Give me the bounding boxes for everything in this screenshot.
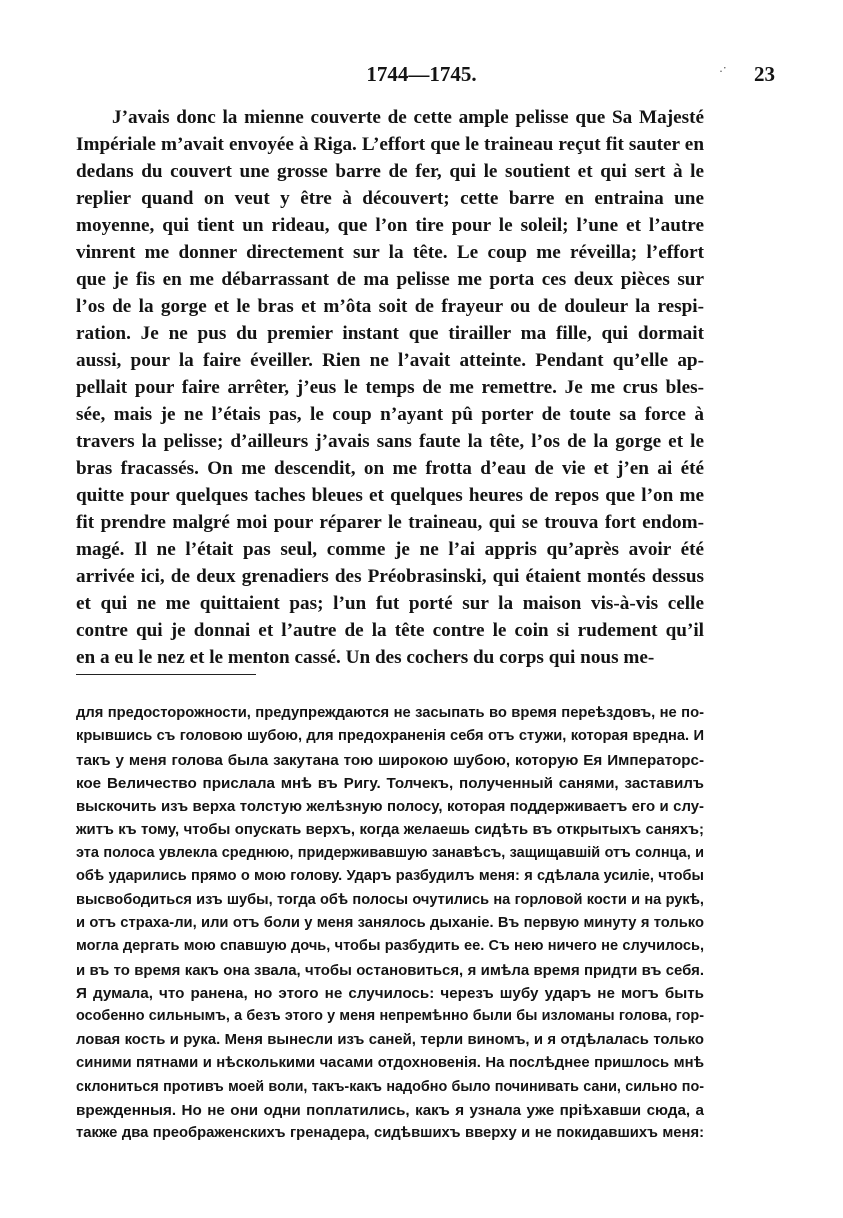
text-line: sée, mais je ne l’étais pas, le coup n’ayant pû porter de toute sa force à: [76, 404, 704, 425]
footnote-line: для предосторожности, предупреждаются не засыпать во время переѣздовъ, не по-: [76, 705, 704, 721]
footnote-line: житъ къ тому, чтобы опускать верхъ, когда желаешь сидѣть въ открытыхъ саняхъ;: [76, 821, 704, 838]
text-line: ration. Je ne pus du premier instant que tirailler ma fille, qui dormait: [76, 323, 704, 344]
running-head-title: 1744—1745.: [366, 62, 477, 86]
text-line: travers la pelisse; d’ailleurs j’avais sans faute la tête, l’os de la gorge et le: [76, 431, 704, 452]
running-head: [60, 62, 783, 94]
footnote-line: крывшись съ головою шубою, для предохраненія себя отъ стужи, которая вредна. И: [76, 728, 704, 745]
text-line: et qui ne me quittaient pas; l’un fut porté sur la maison vis-à-vis celle: [76, 593, 704, 614]
footnote-line: врежденныя. Но не они одни поплатились, какъ я узнала уже пріѣхавши сюда, а: [76, 1101, 704, 1119]
footnote-line: выскочить изъ верха толстую желѣзную полосу, которая поддерживаетъ его и слу-: [76, 798, 704, 816]
footnote-line: и въ то время какъ она звала, чтобы остановиться, я имѣла время придти въ себя.: [76, 961, 704, 979]
text-line: moyenne, qui tient un rideau, que l’on tire pour le soleil; l’une et l’autre: [76, 215, 704, 236]
page-number: 23: [754, 62, 775, 86]
text-line: en a eu le nez et le menton cassé. Un des cochers du corps qui nous me-: [76, 647, 655, 668]
text-line: magé. Il ne l’était pas seul, comme je ne l’ai appris qu’après avoir été: [76, 539, 704, 560]
text-line: J’avais donc la mienne couverte de cette ample pelisse que Sa Majesté: [112, 107, 704, 128]
text-line: aussi, pour la faire éveiller. Rien ne l’avait atteinte. Pendant qu’elle ap-: [76, 350, 704, 371]
footnote-line: Я думала, что ранена, но этого не случилось: черезъ шубу ударъ не могъ быть: [76, 985, 704, 1003]
footnote-line: склониться противъ моей воли, такъ-какъ надобно было починивать сани, сильно по-: [76, 1078, 704, 1095]
footnote-translation: [76, 702, 704, 1146]
text-line: fit prendre malgré moi pour réparer le traineau, qui se trouva fort endom-: [76, 512, 704, 533]
text-line: bras fracassés. On me descendit, on me frotta d’eau de vie et j’en ai été: [76, 458, 704, 479]
footnote-line: эта полоса увлекла среднюю, придерживавшую занавѣсъ, защищавшій отъ солнца, и: [76, 845, 704, 862]
text-line: Impériale m’avait envoyée à Riga. L’effort que le traineau reçut fit sauter en: [76, 134, 704, 155]
footnote-line: особенно сильнымъ, а безъ этого у меня непремѣнно были бы изломаны голова, гор-: [76, 1008, 704, 1025]
footnote-separator-rule: [76, 674, 256, 675]
footnote-line: кое Величество прислала мнѣ въ Ригу. Толчекъ, полученный санями, заставилъ: [76, 775, 704, 793]
text-line: dedans du couvert une grosse barre de fer, qui le soutient et qui sert à le: [76, 161, 704, 182]
stray-print-mark: .·: [719, 60, 727, 75]
text-line: vinrent me donner directement sur la tête. Le coup me réveilla; l’effort: [76, 242, 704, 263]
text-line: que je fis en me débarrassant de ma pelisse me porta ces deux pièces sur: [76, 269, 704, 290]
footnote-line: ловая кость и рука. Меня вынесли изъ саней, терли виномъ, и я отдѣлалась только: [76, 1031, 704, 1048]
footnote-line: также два преображенскихъ гренадера, сидѣвшихъ вверху и не покидавшихъ меня:: [76, 1125, 704, 1142]
text-line: l’os de la gorge et le bras et m’ôta soit de frayeur ou de douleur la respi-: [76, 296, 704, 317]
footnote-line: высвободиться изъ шубы, тогда обѣ полосы очутились на горловой кости и на рукѣ,: [76, 891, 704, 908]
footnote-line: синими пятнами и нѣсколькими часами отдохновенія. На послѣднее пришлось мнѣ: [76, 1055, 704, 1072]
footnote-line: обѣ ударились прямо о мою голову. Ударъ разбудилъ меня: я сдѣлала усиліе, чтобы: [76, 868, 704, 885]
main-text-paragraph: [76, 104, 704, 671]
text-line: replier quand on veut y être à découvert; cette barre en entraina une: [76, 188, 704, 209]
text-line: pellait pour faire arrêter, j’eus le temps de me remettre. Je me crus bles-: [76, 377, 704, 398]
text-line: contre qui je donnai et l’autre de la tête contre le coin si rudement qu’il: [76, 620, 704, 641]
text-line: quitte pour quelques taches bleues et quelques heures de repos que l’on me: [76, 485, 704, 506]
footnote-line: и отъ страха-ли, или отъ боли у меня занялось дыханіе. Въ первую минуту я только: [76, 915, 704, 932]
text-line: arrivée ici, de deux grenadiers des Préobrasinski, qui étaient montés dessus: [76, 566, 704, 587]
footnote-line: такъ у меня голова была закутана тою широкою шубою, которую Ея Императорс-: [76, 751, 704, 769]
footnote-line: могла дергать мою спавшую дочь, чтобы разбудить ее. Съ нею ничего не случилось,: [76, 938, 704, 955]
